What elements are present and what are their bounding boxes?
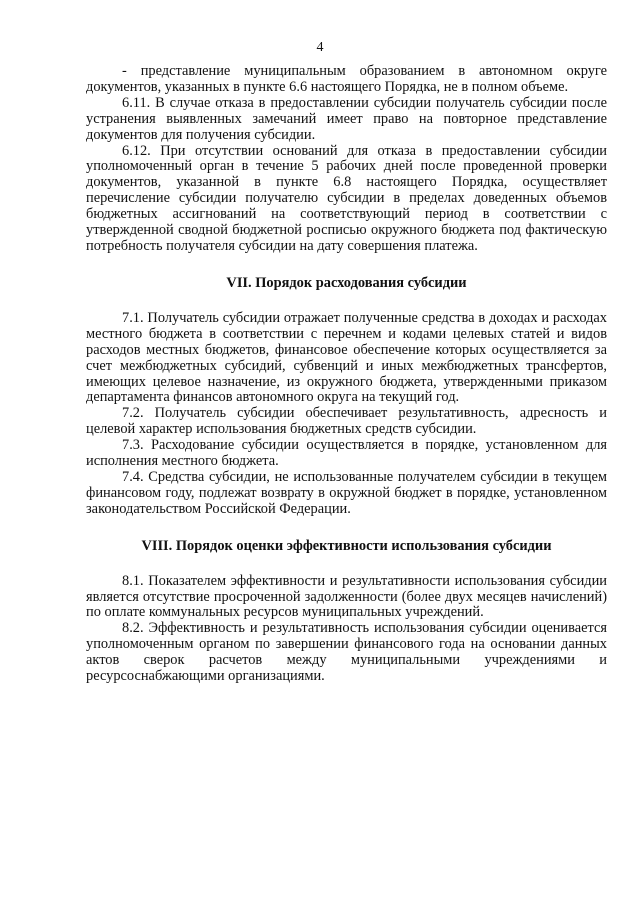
paragraph-8-2: 8.2. Эффективность и результативность использования субсидии оценивается уполномоченным органом по завершении финансового года на основании данных актов сверок расчетов между муниципальными учреждениями и ресурсоснабжающими организациями. bbox=[86, 620, 607, 685]
paragraph-6-11: 6.11. В случае отказа в предоставлении субсидии получатель субсидии после устранения выявленных замечаний имеет право на повторное представление документов для получения субсидии. bbox=[86, 94, 607, 143]
paragraph-6-10-continuation: - представление муниципальным образованием в автономном округе документов, указанных в пункте 6.6 настоящего Порядка, не в полном объеме. bbox=[86, 63, 607, 95]
paragraph-8-1: 8.1. Показателем эффективности и результативности использования субсидии является отсутствие просроченной задолженности (более двух месяцев начислений) по оплате коммунальных ресурсов муниципальных учреждений. bbox=[86, 572, 607, 621]
paragraph-7-4: 7.4. Средства субсидии, не использованные получателем субсидии в текущем финансовом году, подлежат возврату в окружной бюджет в порядке, установленном законодательством Российской Федерации. bbox=[86, 468, 607, 517]
paragraph-7-3: 7.3. Расходование субсидии осуществляется в порядке, установленном для исполнения местного бюджета. bbox=[86, 437, 607, 470]
section-7-heading: VII. Порядок расходования субсидии bbox=[226, 274, 467, 291]
document-body bbox=[86, 64, 607, 685]
paragraph-7-2: 7.2. Получатель субсидии обеспечивает результативность, адресность и целевой характер использования бюджетных средств субсидии. bbox=[86, 405, 607, 438]
section-8-heading: VIII. Порядок оценки эффективности использования субсидии bbox=[141, 537, 552, 554]
paragraph-7-1: 7.1. Получатель субсидии отражает полученные средства в доходах и расходах местного бюджета в соответствии с перечнем и кодами целевых статей и видов расходов местных бюджетов, финансовое обеспечение которых осуществляется за счет межбюджетных субсидий, субвенций и иных межбюджетных трансфертов, имеющих целевое назначение, из окружного бюджета, утвержденными приказом департамента финансов автономного округа на текущий год. bbox=[86, 309, 607, 406]
page-number: 4 bbox=[316, 40, 324, 55]
paragraph-6-12: 6.12. При отсутствии оснований для отказа в предоставлении субсидии уполномоченный орган в течение 5 рабочих дней после проведенной проверки документов, указанной в пункте 6.8 настоящего Порядка, осуществляет перечисление субсидии получателю субсидии в пределах доведенных объемов бюджетных ассигнований на соответствующий период в соответствии с утвержденной сводной бюджетной росписью окружного бюджета под фактическую потребность получателя субсидии на дату совершения платежа. bbox=[86, 142, 607, 254]
